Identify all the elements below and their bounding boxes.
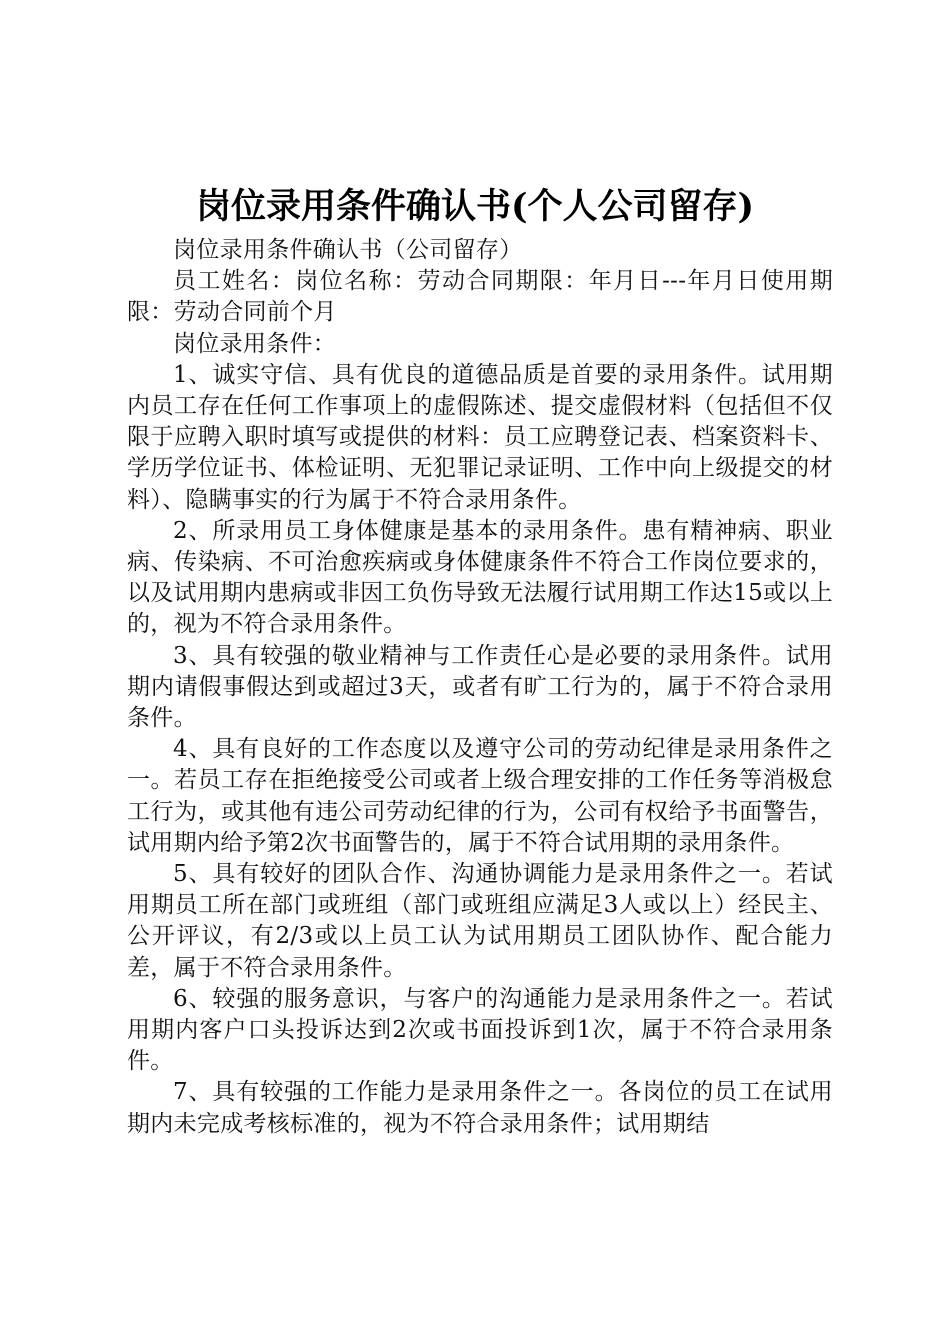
condition-item-3: 3、具有较强的敬业精神与工作责任心是必要的录用条件。试用期内请假事假达到或超过3天，或者有旷工行为的，属于不符合录用条件。 — [127, 642, 833, 732]
subtitle-paragraph: 岗位录用条件确认书（公司留存） — [173, 237, 523, 263]
condition-item-1: 1、诚实守信、具有优良的道德品质是首要的录用条件。试用期内员工存在任何工作事项上的虚假陈述、提交虚假材料（包括但不仅限于应聘入职时填写或提供的材料：员工应聘登记表、档案资料卡、学历学位证书、体检证明、无犯罪记录证明、工作中向上级提交的材料）、隐瞒事实的行为属于不符合录用条件。 — [127, 361, 833, 513]
condition-item-6: 6、较强的服务意识，与客户的沟通能力是录用条件之一。若试用期内客户口头投诉达到2次或书面投诉到1次，属于不符合录用条件。 — [127, 985, 833, 1075]
condition-item-2: 2、所录用员工身体健康是基本的录用条件。患有精神病、职业病、传染病、不可治愈疾病或身体健康条件不符合工作岗位要求的，以及试用期内患病或非因工负伤导致无法履行试用期工作达15或以上的，视为不符合录用条件。 — [127, 517, 833, 638]
condition-item-7: 7、具有较强的工作能力是录用条件之一。各岗位的员工在试用期内未完成考核标准的，视为不符合录用条件；试用期结 — [127, 1079, 833, 1137]
document-title: 岗位录用条件确认书(个人公司留存) — [195, 186, 755, 227]
condition-item-4: 4、具有良好的工作态度以及遵守公司的劳动纪律是录用条件之一。若员工存在拒绝接受公司或者上级合理安排的工作任务等消极怠工行为，或其他有违公司劳动纪律的行为，公司有权给予书面警告，试用期内给予第2次书面警告的，属于不符合试用期的录用条件。 — [127, 736, 833, 856]
document-body — [127, 235, 833, 1140]
conditions-heading: 岗位录用条件： — [173, 330, 337, 357]
employee-info-paragraph: 员工姓名：岗位名称：劳动合同期限：年月日---年月日使用期限：劳动合同前个月 — [127, 268, 833, 326]
condition-item-5: 5、具有较好的团队合作、沟通协调能力是录用条件之一。若试用期员工所在部门或班组（部门或班组应满足3人或以上）经民主、公开评议，有2/3或以上员工认为试用期员工团队协作、配合能力差，属于不符合录用条件。 — [127, 861, 833, 981]
